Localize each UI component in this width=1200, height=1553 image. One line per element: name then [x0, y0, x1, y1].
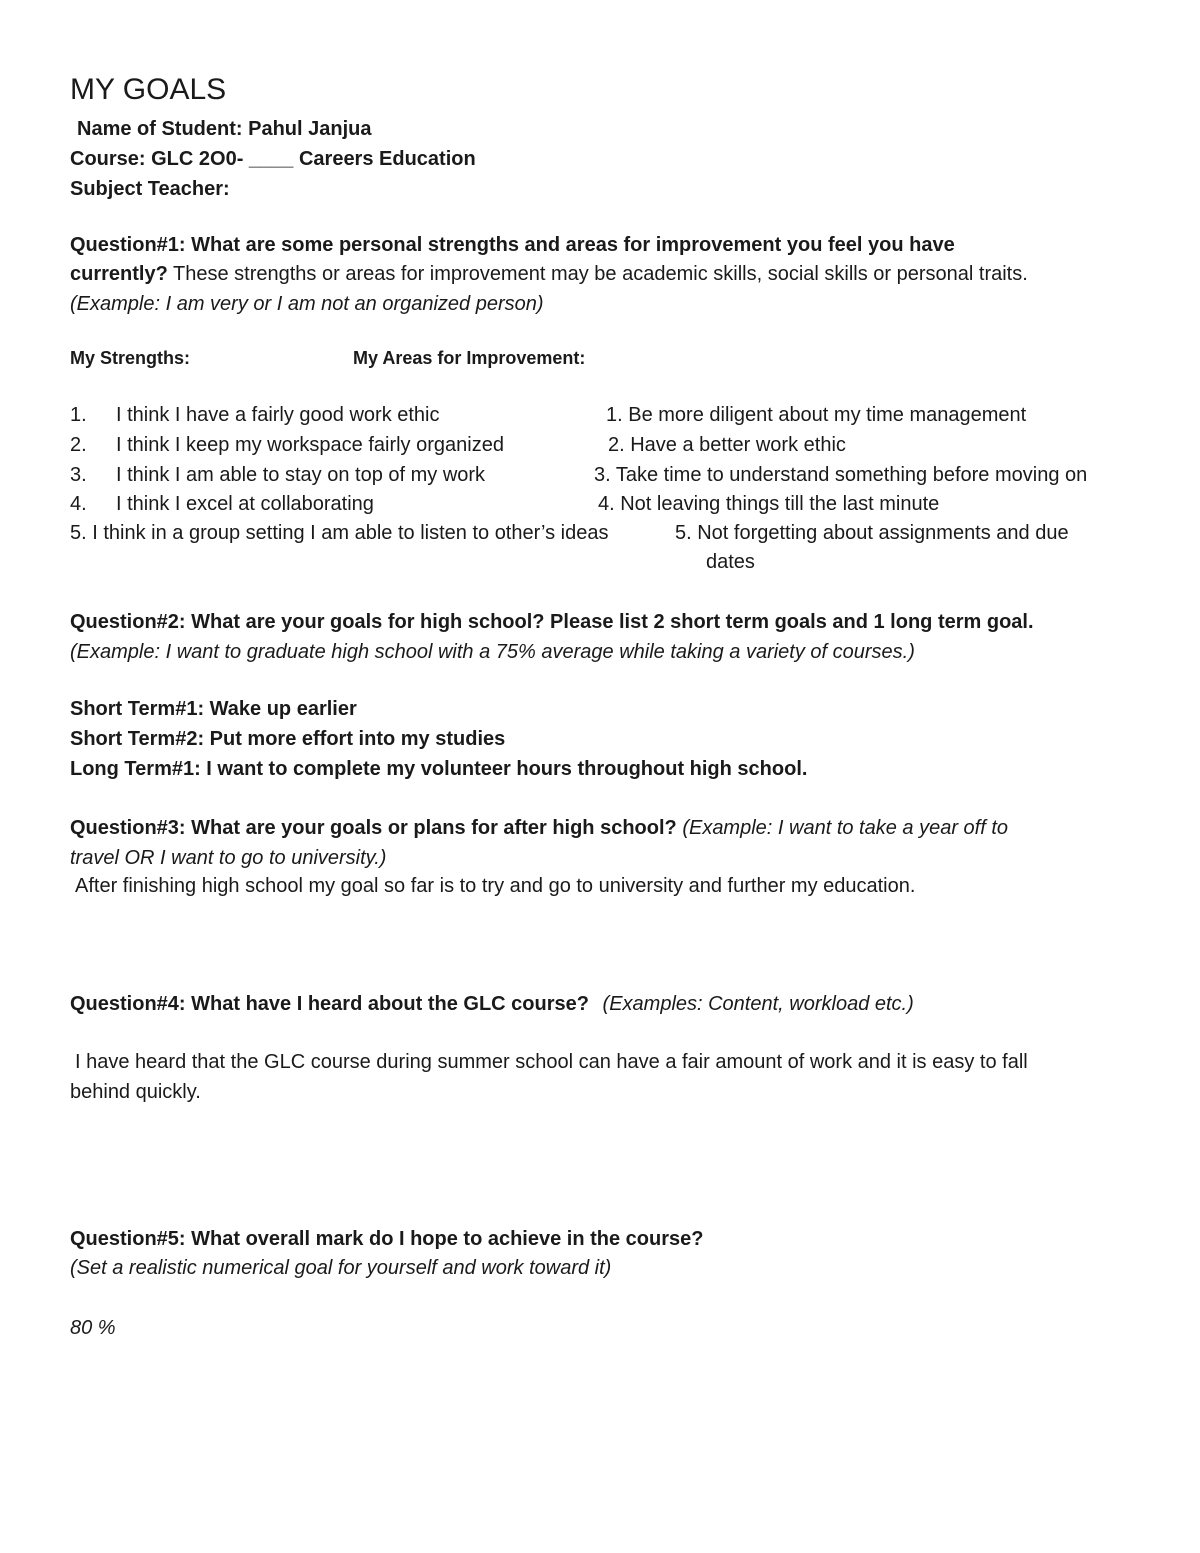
short-term-goal-1: Short Term#1: Wake up earlier	[70, 698, 357, 720]
q1-question-line2	[70, 262, 1028, 286]
strength-item	[70, 492, 374, 516]
q5-answer: 80 %	[70, 1317, 116, 1339]
strength-text: I think I keep my workspace fairly organized	[116, 434, 504, 456]
q3-answer: After finishing high school my goal so far is to try and go to university and further my education.	[75, 875, 916, 897]
q4-question: Question#4: What have I heard about the GLC course?	[70, 993, 589, 1015]
strength-number: 4.	[70, 493, 87, 515]
improvement-item: 2. Have a better work ethic	[608, 434, 846, 456]
strength-number: 1.	[70, 404, 87, 426]
page-title: MY GOALS	[70, 73, 227, 106]
long-term-goal-1: Long Term#1: I want to complete my volunteer hours throughout high school.	[70, 758, 808, 780]
strength-number: 3.	[70, 464, 87, 486]
strength-text: I think I am able to stay on top of my work	[116, 464, 486, 486]
q4-question-line	[70, 992, 914, 1016]
improvement-item: 3. Take time to understand something before moving on	[594, 464, 1088, 486]
strength-item	[70, 433, 504, 457]
q3-question-line1	[70, 816, 1008, 840]
strength-item	[70, 463, 485, 487]
q3-example-line2: travel OR I want to go to university.)	[70, 847, 387, 869]
q1-question-plain: These strengths or areas for improvement may be academic skills, social skills or personal traits.	[173, 263, 1028, 285]
q4-answer-line1: I have heard that the GLC course during summer school can have a fair amount of work and it is easy to fall	[75, 1051, 1028, 1073]
course-name: Course: GLC 2O0- ____ Careers Education	[70, 148, 476, 170]
q2-example: (Example: I want to graduate high school with a 75% average while taking a variety of courses.)	[70, 641, 915, 663]
student-name: Name of Student: Pahul Janjua	[77, 118, 372, 140]
q5-example: (Set a realistic numerical goal for yourself and work toward it)	[70, 1257, 612, 1279]
q3-example-line1: (Example: I want to take a year off to	[682, 817, 1009, 839]
q1-question-bold: currently?	[70, 263, 168, 285]
q5-question: Question#5: What overall mark do I hope to achieve in the course?	[70, 1228, 704, 1250]
strength-text: I think I have a fairly good work ethic	[116, 404, 440, 426]
strength-item	[70, 403, 440, 427]
improvement-item-continuation: dates	[706, 551, 755, 573]
short-term-goal-2: Short Term#2: Put more effort into my studies	[70, 728, 506, 750]
q4-answer-line2: behind quickly.	[70, 1081, 201, 1103]
strength-text: I think I excel at collaborating	[116, 493, 374, 515]
q1-question-line1: Question#1: What are some personal strengths and areas for improvement you feel you have	[70, 234, 955, 256]
strength-item	[70, 521, 608, 545]
subject-teacher: Subject Teacher:	[70, 178, 230, 200]
improvement-item: 1. Be more diligent about my time management	[606, 404, 1027, 426]
q3-question: Question#3: What are your goals or plans for after high school?	[70, 817, 677, 839]
improvement-heading: My Areas for Improvement:	[353, 348, 586, 368]
strength-number: 2.	[70, 434, 87, 456]
q2-question: Question#2: What are your goals for high school? Please list 2 short term goals and 1 long term goal.	[70, 611, 1034, 633]
improvement-item: 4. Not leaving things till the last minute	[598, 493, 940, 515]
q4-example: (Examples: Content, workload etc.)	[602, 993, 914, 1015]
q1-example: (Example: I am very or I am not an organized person)	[70, 293, 544, 315]
strength-text: 5. I think in a group setting I am able to listen to other’s ideas	[70, 522, 609, 544]
improvement-item: 5. Not forgetting about assignments and due	[675, 522, 1069, 544]
strengths-heading: My Strengths:	[70, 348, 191, 368]
